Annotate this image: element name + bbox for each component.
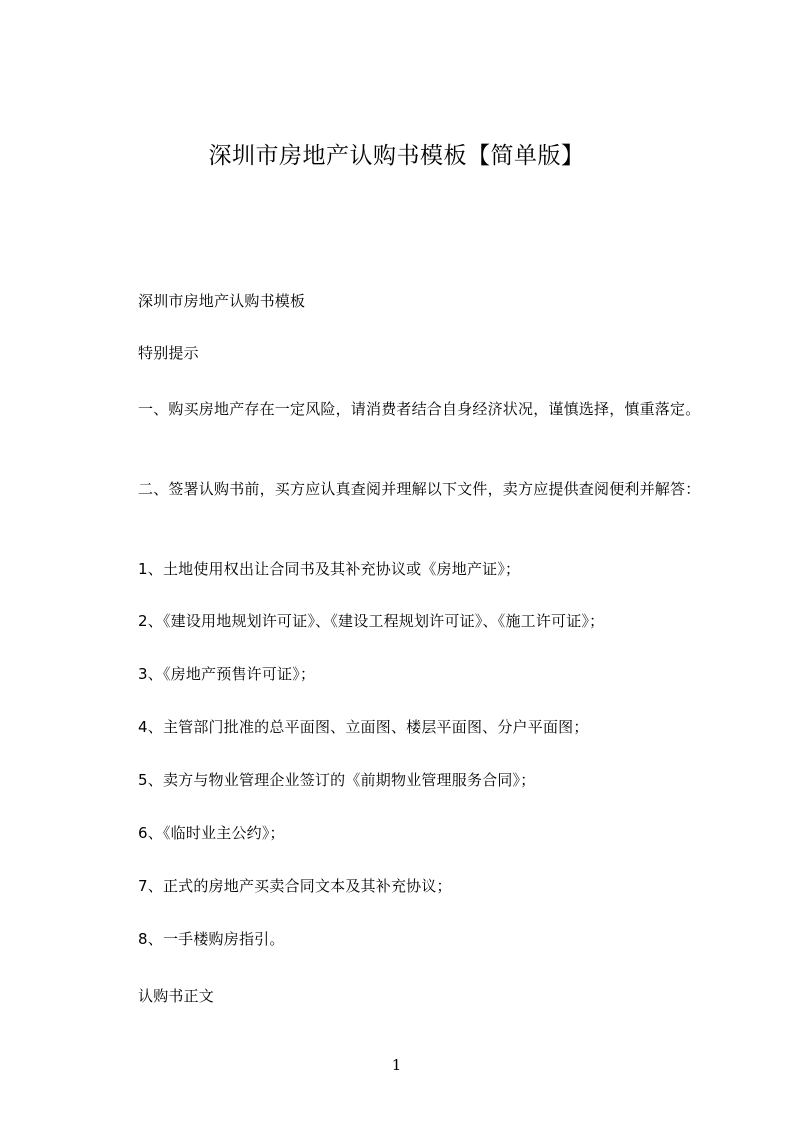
subtitle-paragraph: 深圳市房地产认购书模板 [138, 292, 306, 310]
document-list-item-8: 8、一手楼购房指引。 [138, 930, 285, 948]
document-list-item-2: 2、《建设用地规划许可证》、《建设工程规划许可证》、《施工许可证》； [138, 612, 605, 630]
document-title: 深圳市房地产认购书模板【简单版】 [208, 143, 585, 169]
notice-item-1: 一、购买房地产存在一定风险，请消费者结合自身经济状况，谨慎选择，慎重落定。 [138, 400, 701, 418]
document-list-item-1: 1、土地使用权出让合同书及其补充协议或《房地产证》； [138, 560, 521, 578]
document-list-item-7: 7、正式的房地产买卖合同文本及其补充协议； [138, 877, 452, 895]
document-list-item-4: 4、主管部门批准的总平面图、立面图、楼层平面图、分户平面图； [138, 718, 589, 736]
main-text-heading: 认购书正文 [138, 987, 215, 1005]
notice-item-2: 二、签署认购书前，买方应认真查阅并理解以下文件，卖方应提供查阅便利并解答： [138, 480, 701, 498]
special-notice-heading: 特别提示 [138, 344, 199, 362]
document-list-item-5: 5、卖方与物业管理企业签订的《前期物业管理服务合同》； [138, 771, 536, 789]
document-list-item-6: 6、《临时业主公约》； [138, 824, 285, 842]
document-list-item-3: 3、《房地产预售许可证》； [138, 665, 316, 683]
page-number: 1 [391, 1056, 402, 1074]
